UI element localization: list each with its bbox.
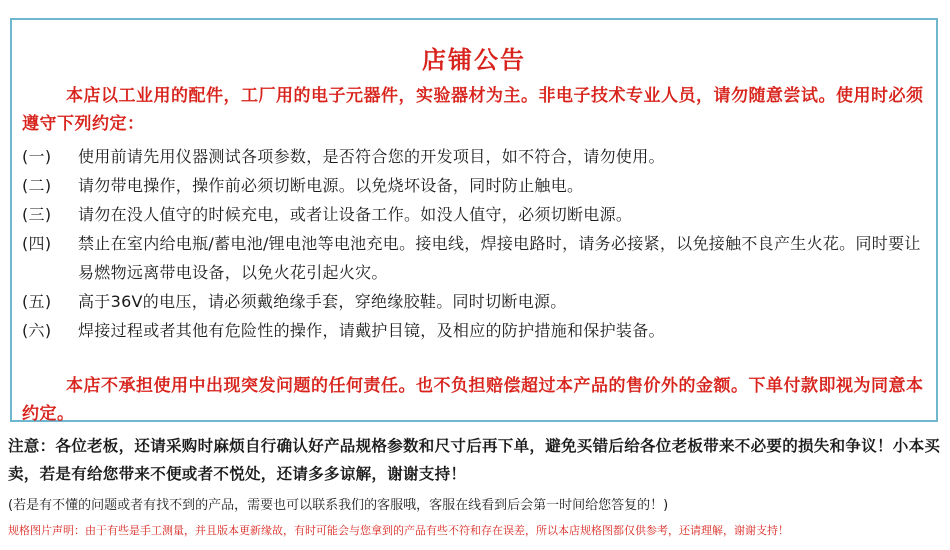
store-notice-box: [10, 18, 938, 422]
rule-text: 请勿在没人值守的时候充电，或者让设备工作。如没人值守，必须切断电源。: [78, 205, 633, 224]
rule-item: [22, 142, 934, 171]
rule-item: [22, 316, 934, 345]
rule-number: (五): [22, 292, 52, 311]
rule-text: 请勿带电操作，操作前必须切断电源。以免烧坏设备，同时防止触电。: [78, 176, 584, 195]
rule-item: [22, 200, 934, 229]
rule-text: 禁止在室内给电瓶/蓄电池/锂电池等电池充电。接电线，焊接电路时，请务必接紧，以免接触不良产生火花。同时要让易燃物远离带电设备，以免火花引起火灾。: [78, 234, 921, 282]
rule-item: [22, 171, 934, 200]
spec-image-statement: 规格图片声明：由于有些是手工测量，并且版本更新缘故，有时可能会与您拿到的产品有些不符和存在误差，所以本店规格图都仅供参考，还请理解，谢谢支持！: [8, 524, 789, 537]
notice-title: 店铺公告: [422, 46, 526, 74]
notice-intro: 本店以工业用的配件，工厂用的电子元器件，实验器材为主。非电子技术专业人员，请勿随意尝试。使用时必须遵守下列约定：: [22, 86, 924, 134]
rule-text: 焊接过程或者其他有危险性的操作，请戴护目镜，及相应的防护措施和保护装备。: [78, 321, 665, 340]
rule-number: (一): [22, 147, 52, 166]
purchase-note: 注意：各位老板，还请采购时麻烦自行确认好产品规格参数和尺寸后再下单，避免买错后给各位老板带来不必要的损失和争议！小本买卖，若是有给您带来不便或者不悦处，还请多多谅解，谢谢支持！: [8, 437, 941, 483]
rule-number: (三): [22, 205, 52, 224]
rule-item: [22, 229, 934, 287]
rule-item: [22, 287, 934, 316]
rule-text: 高于36V的电压，请必须戴绝缘手套，穿绝缘胶鞋。同时切断电源。: [78, 292, 567, 311]
rule-number: (四): [22, 234, 52, 253]
customer-service-note: (若是有不懂的问题或者有找不到的产品，需要也可以联系我们的客服哦，客服在线看到后会第一时间给您答复的！): [8, 498, 669, 513]
rules-list: [22, 142, 934, 345]
notice-disclaimer: 本店不承担使用中出现突发问题的任何责任。也不负担赔偿超过本产品的售价外的金额。下单付款即视为同意本约定。: [22, 376, 924, 424]
rule-number: (六): [22, 321, 52, 340]
rule-number: (二): [22, 176, 52, 195]
rule-text: 使用前请先用仪器测试各项参数，是否符合您的开发项目，如不符合，请勿使用。: [78, 147, 665, 166]
